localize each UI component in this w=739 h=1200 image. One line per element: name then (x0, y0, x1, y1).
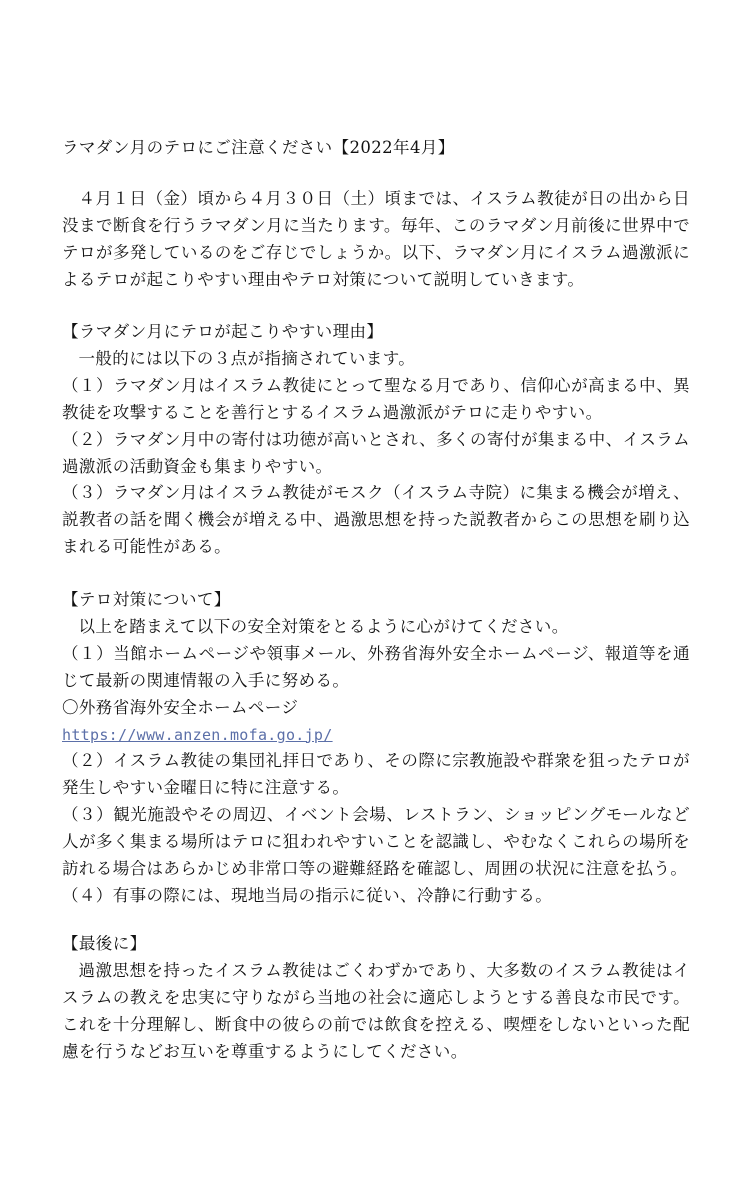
mofa-safety-link[interactable]: https://www.anzen.mofa.go.jp/ (62, 725, 333, 744)
closing-heading: 【最後に】 (62, 934, 147, 953)
reason-item: （１）ラマダン月はイスラム教徒にとって聖なる月であり、信仰心が高まる中、異教徒を攻撃することを善行とするイスラム過激派がテロに走りやすい。 (62, 375, 690, 422)
measure-item: （２）イスラム教徒の集団礼拝日であり、その際に宗教施設や群衆を狙ったテロが発生しやすい金曜日に特に注意する。 (62, 751, 690, 798)
intro-section (62, 186, 690, 294)
reason-item: （２）ラマダン月中の寄付は功徳が高いとされ、多くの寄付が集まる中、イスラム過激派の活動資金も集まりやすい。 (62, 429, 690, 476)
measures-section (62, 587, 690, 910)
measures-lead: 以上を踏まえて以下の安全対策をとるように心がけてください。 (78, 616, 569, 636)
reasons-heading: 【ラマダン月にテロが起こりやすい理由】 (62, 322, 384, 341)
reasons-section (62, 319, 690, 561)
closing-section (62, 931, 690, 1066)
intro-paragraph: ４月１日（金）頃から４月３０日（土）頃までは、イスラム教徒が日の出から日没まで断食を行うラマダン月に当たります。毎年、このラマダン月前後に世界中でテロが多発しているのをご存じでしょうか。以下、ラマダン月にイスラム過激派によるテロが起こりやすい理由やテロ対策について説明していきます。 (62, 189, 690, 289)
measure-item: （４）有事の際には、現地当局の指示に従い、冷静に行動する。 (62, 885, 553, 905)
link-label: 〇外務省海外安全ホームページ (62, 697, 299, 717)
measure-item: （１）当館ホームページや領事メール、外務省海外安全ホームページ、報道等を通じて最新の関連情報の入手に努める。 (62, 643, 690, 690)
reason-item: （３）ラマダン月はイスラム教徒がモスク（イスラム寺院）に集まる機会が増え、説教者の話を聞く機会が増える中、過激思想を持った説教者からこの思想を刷り込まれる可能性がある。 (62, 483, 690, 557)
measure-item: （３）観光施設やその周辺、イベント会場、レストラン、ショッピングモールなど人が多く集まる場所はテロに狙われやすいことを認識し、やむなくこれらの場所を訪れる場合はあらかじめ非常口等の避難経路を確認し、周囲の状況に注意を払う。 (62, 805, 690, 879)
page-title: ラマダン月のテロにご注意ください【2022年4月】 (62, 138, 455, 157)
closing-paragraph: 過激思想を持ったイスラム教徒はごくわずかであり、大多数のイスラム教徒はイスラムの教えを忠実に守りながら当地の社会に適応しようとする善良な市民です。これを十分理解し、断食中の彼らの前では飲食を控える、喫煙をしないといった配慮を行うなどお互いを尊重するようにしてください。 (62, 960, 690, 1061)
measures-heading: 【テロ対策について】 (62, 590, 231, 609)
reasons-lead: 一般的には以下の３点が指摘されています。 (78, 348, 416, 368)
